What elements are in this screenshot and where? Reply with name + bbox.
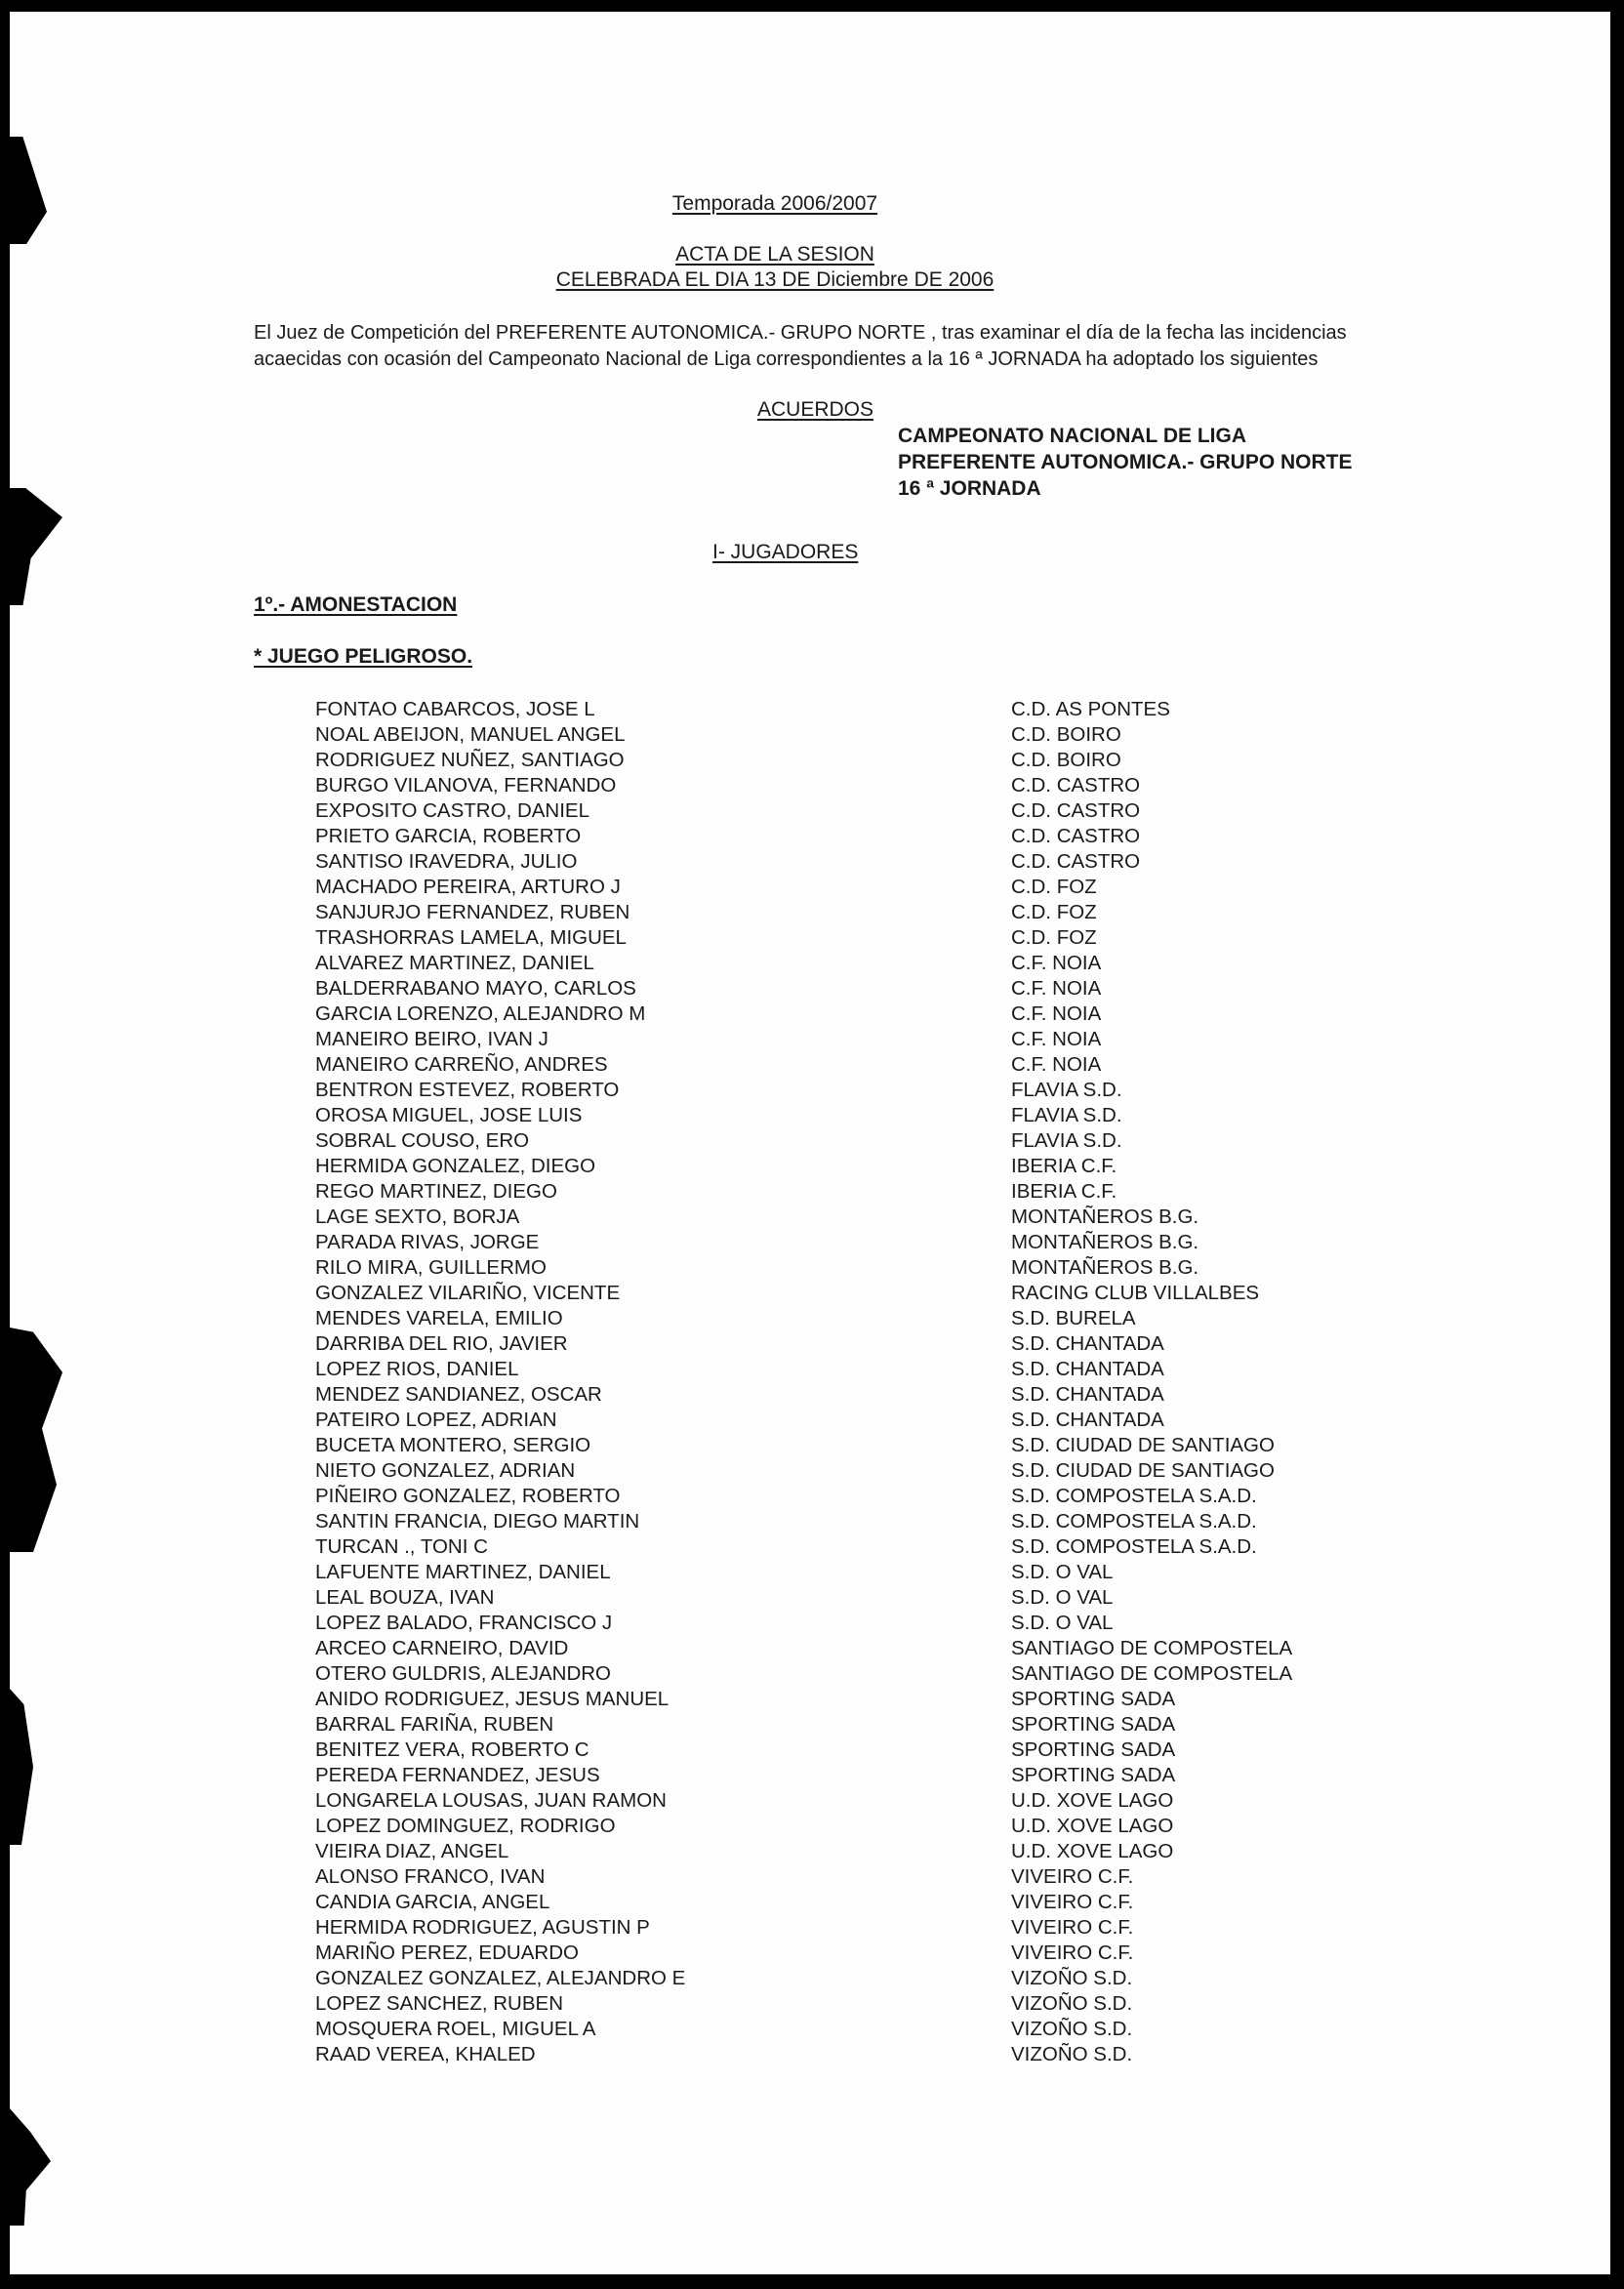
player-club: U.D. XOVE LAGO [1011, 1840, 1174, 1862]
player-list [315, 697, 1389, 2067]
competition-group: PREFERENTE AUTONOMICA.- GRUPO NORTE [898, 451, 1353, 473]
player-row [315, 1230, 1389, 1255]
player-name: GONZALEZ VILARIÑO, VICENTE [315, 1282, 621, 1304]
intro-line-2: acaecidas con ocasión del Campeonato Nacional de Liga correspondientes a la 16 ª JORNADA ha adoptado los siguientes [254, 348, 1319, 370]
player-club: U.D. XOVE LAGO [1011, 1815, 1174, 1837]
player-row [315, 1687, 1389, 1712]
player-row [315, 1915, 1389, 1941]
player-club: C.D. FOZ [1011, 901, 1097, 923]
player-name: LAFUENTE MARTINEZ, DANIEL [315, 1561, 611, 1583]
player-club: C.D. BOIRO [1011, 749, 1121, 771]
player-club: IBERIA C.F. [1011, 1155, 1117, 1177]
player-name: GONZALEZ GONZALEZ, ALEJANDRO E [315, 1967, 686, 1989]
player-club: VIVEIRO C.F. [1011, 1916, 1134, 1939]
player-row [315, 1966, 1389, 1991]
season-title: Temporada 2006/2007 [671, 192, 878, 215]
player-club: SANTIAGO DE COMPOSTELA [1011, 1637, 1293, 1659]
player-row [315, 849, 1389, 875]
player-name: HERMIDA GONZALEZ, DIEGO [315, 1155, 596, 1177]
player-name: SANJURJO FERNANDEZ, RUBEN [315, 901, 630, 923]
player-name: LEAL BOUZA, IVAN [315, 1586, 495, 1609]
competition-round: 16 ª JORNADA [898, 477, 1041, 500]
player-row [315, 1433, 1389, 1458]
player-row [315, 824, 1389, 849]
player-club: C.D. FOZ [1011, 926, 1097, 949]
player-name: RAAD VEREA, KHALED [315, 2043, 536, 2065]
player-name: ARCEO CARNEIRO, DAVID [315, 1637, 569, 1659]
player-club: IBERIA C.F. [1011, 1180, 1117, 1203]
player-club: S.D. CIUDAD DE SANTIAGO [1011, 1434, 1275, 1456]
player-club: S.D. CHANTADA [1011, 1409, 1164, 1431]
player-name: RILO MIRA, GUILLERMO [315, 1256, 547, 1279]
player-row [315, 875, 1389, 900]
player-club: VIVEIRO C.F. [1011, 1865, 1134, 1888]
player-row [315, 1941, 1389, 1966]
player-row [315, 1306, 1389, 1331]
player-name: MOSQUERA ROEL, MIGUEL A [315, 2018, 596, 2040]
player-club: MONTAÑEROS B.G. [1011, 1231, 1199, 1253]
player-row [315, 900, 1389, 925]
acta-title: ACTA DE LA SESION [675, 243, 874, 266]
player-club: SPORTING SADA [1011, 1713, 1176, 1736]
player-club: VIZOÑO S.D. [1011, 2043, 1133, 2065]
player-club: U.D. XOVE LAGO [1011, 1789, 1174, 1812]
session-date-title: CELEBRADA EL DIA 13 DE Diciembre DE 2006 [555, 268, 995, 291]
player-row [315, 1611, 1389, 1636]
player-club: S.D. COMPOSTELA S.A.D. [1011, 1535, 1257, 1558]
player-club: FLAVIA S.D. [1011, 1129, 1122, 1152]
player-club: S.D. COMPOSTELA S.A.D. [1011, 1485, 1257, 1507]
player-club: MONTAÑEROS B.G. [1011, 1206, 1199, 1228]
player-name: FONTAO CABARCOS, JOSE L [315, 698, 595, 720]
player-club: C.F. NOIA [1011, 1002, 1102, 1025]
player-name: LONGARELA LOUSAS, JUAN RAMON [315, 1789, 667, 1812]
player-row [315, 1991, 1389, 2017]
player-name: ALVAREZ MARTINEZ, DANIEL [315, 952, 594, 974]
player-row [315, 697, 1389, 722]
player-club: C.D. CASTRO [1011, 774, 1141, 797]
player-club: C.D. FOZ [1011, 876, 1097, 898]
player-name: MENDEZ SANDIANEZ, OSCAR [315, 1383, 602, 1406]
player-name: NOAL ABEIJON, MANUEL ANGEL [315, 723, 626, 746]
player-club: S.D. O VAL [1011, 1561, 1114, 1583]
player-name: PIÑEIRO GONZALEZ, ROBERTO [315, 1485, 621, 1507]
player-name: REGO MARTINEZ, DIEGO [315, 1180, 557, 1203]
player-row [315, 1128, 1389, 1154]
player-row [315, 1255, 1389, 1281]
player-name: ANIDO RODRIGUEZ, JESUS MANUEL [315, 1688, 670, 1710]
player-name: NIETO GONZALEZ, ADRIAN [315, 1459, 576, 1482]
player-row [315, 1788, 1389, 1814]
player-row [315, 1585, 1389, 1611]
player-club: SPORTING SADA [1011, 1688, 1176, 1710]
player-row [315, 976, 1389, 1001]
player-club: C.D. AS PONTES [1011, 698, 1170, 720]
player-name: LOPEZ SANCHEZ, RUBEN [315, 1992, 564, 2015]
player-row [315, 1458, 1389, 1484]
player-club: S.D. CHANTADA [1011, 1358, 1164, 1380]
player-name: LOPEZ RIOS, DANIEL [315, 1358, 519, 1380]
player-name: CANDIA GARCIA, ANGEL [315, 1891, 550, 1913]
player-club: S.D. COMPOSTELA S.A.D. [1011, 1510, 1257, 1533]
player-club: VIVEIRO C.F. [1011, 1891, 1134, 1913]
player-row [315, 1712, 1389, 1737]
player-row [315, 1027, 1389, 1052]
player-name: TURCAN ., TONI C [315, 1535, 488, 1558]
juego-peligroso-heading: * JUEGO PELIGROSO. [254, 645, 473, 668]
player-row [315, 1484, 1389, 1509]
player-club: MONTAÑEROS B.G. [1011, 1256, 1199, 1279]
player-row [315, 1560, 1389, 1585]
player-name: LOPEZ DOMINGUEZ, RODRIGO [315, 1815, 616, 1837]
player-club: C.D. CASTRO [1011, 825, 1141, 847]
player-name: GARCIA LORENZO, ALEJANDRO M [315, 1002, 646, 1025]
player-row [315, 798, 1389, 824]
player-name: PATEIRO LOPEZ, ADRIAN [315, 1409, 557, 1431]
player-name: OTERO GULDRIS, ALEJANDRO [315, 1662, 612, 1685]
player-name: MANEIRO BEIRO, IVAN J [315, 1028, 548, 1050]
player-club: C.F. NOIA [1011, 952, 1102, 974]
player-row [315, 1408, 1389, 1433]
player-name: MANEIRO CARREÑO, ANDRES [315, 1053, 608, 1076]
intro-paragraph [254, 320, 1493, 373]
player-name: PARADA RIVAS, JORGE [315, 1231, 540, 1253]
player-name: VIEIRA DIAZ, ANGEL [315, 1840, 509, 1862]
player-name: SOBRAL COUSO, ERO [315, 1129, 530, 1152]
player-row [315, 1179, 1389, 1205]
player-row [315, 1357, 1389, 1382]
player-name: MENDES VARELA, EMILIO [315, 1307, 563, 1329]
player-row [315, 1001, 1389, 1027]
player-name: MARIÑO PEREZ, EDUARDO [315, 1942, 579, 1964]
player-club: SANTIAGO DE COMPOSTELA [1011, 1662, 1293, 1685]
player-name: EXPOSITO CASTRO, DANIEL [315, 799, 589, 822]
player-club: S.D. CHANTADA [1011, 1383, 1164, 1406]
section-title: I- JUGADORES [712, 541, 859, 563]
player-row [315, 1205, 1389, 1230]
player-club: S.D. CHANTADA [1011, 1332, 1164, 1355]
player-club: RACING CLUB VILLALBES [1011, 1282, 1260, 1304]
player-name: PRIETO GARCIA, ROBERTO [315, 825, 582, 847]
player-club: SPORTING SADA [1011, 1764, 1176, 1786]
player-row [315, 1636, 1389, 1661]
player-name: BENTRON ESTEVEZ, ROBERTO [315, 1079, 620, 1101]
player-row [315, 1661, 1389, 1687]
player-row [315, 1281, 1389, 1306]
player-club: SPORTING SADA [1011, 1738, 1176, 1761]
player-club: C.D. CASTRO [1011, 850, 1141, 873]
player-name: LOPEZ BALADO, FRANCISCO J [315, 1612, 613, 1634]
player-club: S.D. CIUDAD DE SANTIAGO [1011, 1459, 1275, 1482]
player-row [315, 722, 1389, 748]
player-club: C.F. NOIA [1011, 977, 1102, 1000]
player-club: S.D. O VAL [1011, 1612, 1114, 1634]
player-club: S.D. BURELA [1011, 1307, 1136, 1329]
player-row [315, 748, 1389, 773]
player-name: TRASHORRAS LAMELA, MIGUEL [315, 926, 627, 949]
player-name: OROSA MIGUEL, JOSE LUIS [315, 1104, 583, 1126]
player-name: SANTISO IRAVEDRA, JULIO [315, 850, 578, 873]
competition-name: CAMPEONATO NACIONAL DE LIGA [898, 425, 1247, 447]
player-row [315, 1890, 1389, 1915]
player-club: VIVEIRO C.F. [1011, 1942, 1134, 1964]
competition-block [898, 423, 1353, 502]
player-name: SANTIN FRANCIA, DIEGO MARTIN [315, 1510, 640, 1533]
player-row [315, 1763, 1389, 1788]
player-row [315, 1103, 1389, 1128]
player-club: C.F. NOIA [1011, 1028, 1102, 1050]
intro-line-1: El Juez de Competición del PREFERENTE AUTONOMICA.- GRUPO NORTE , tras examinar el día de la fecha las incidencias [254, 322, 1347, 344]
player-name: MACHADO PEREIRA, ARTURO J [315, 876, 621, 898]
player-name: BURGO VILANOVA, FERNANDO [315, 774, 617, 797]
player-row [315, 1509, 1389, 1534]
player-name: ALONSO FRANCO, IVAN [315, 1865, 546, 1888]
player-club: C.D. CASTRO [1011, 799, 1141, 822]
player-club: S.D. O VAL [1011, 1586, 1114, 1609]
player-row [315, 1814, 1389, 1839]
player-name: BARRAL FARIÑA, RUBEN [315, 1713, 554, 1736]
player-name: BUCETA MONTERO, SERGIO [315, 1434, 591, 1456]
player-row [315, 2017, 1389, 2042]
player-row [315, 1154, 1389, 1179]
player-club: FLAVIA S.D. [1011, 1104, 1122, 1126]
player-name: PEREDA FERNANDEZ, JESUS [315, 1764, 600, 1786]
acuerdos-heading: ACUERDOS [757, 398, 874, 421]
player-row [315, 951, 1389, 976]
player-name: RODRIGUEZ NUÑEZ, SANTIAGO [315, 749, 625, 771]
player-row [315, 1052, 1389, 1078]
player-club: VIZOÑO S.D. [1011, 1992, 1133, 2015]
player-row [315, 1382, 1389, 1408]
amonestacion-heading: 1º.- AMONESTACION [254, 593, 458, 616]
player-row [315, 2042, 1389, 2067]
player-club: FLAVIA S.D. [1011, 1079, 1122, 1101]
player-row [315, 925, 1389, 951]
player-row [315, 1534, 1389, 1560]
player-name: HERMIDA RODRIGUEZ, AGUSTIN P [315, 1916, 650, 1939]
player-name: BENITEZ VERA, ROBERTO C [315, 1738, 589, 1761]
player-row [315, 1864, 1389, 1890]
player-row [315, 1078, 1389, 1103]
player-club: VIZOÑO S.D. [1011, 2018, 1133, 2040]
player-club: C.F. NOIA [1011, 1053, 1102, 1076]
player-row [315, 1331, 1389, 1357]
player-row [315, 1737, 1389, 1763]
player-club: C.D. BOIRO [1011, 723, 1121, 746]
player-name: LAGE SEXTO, BORJA [315, 1206, 520, 1228]
player-row [315, 1839, 1389, 1864]
player-club: VIZOÑO S.D. [1011, 1967, 1133, 1989]
player-name: DARRIBA DEL RIO, JAVIER [315, 1332, 568, 1355]
player-row [315, 773, 1389, 798]
player-name: BALDERRABANO MAYO, CARLOS [315, 977, 636, 1000]
